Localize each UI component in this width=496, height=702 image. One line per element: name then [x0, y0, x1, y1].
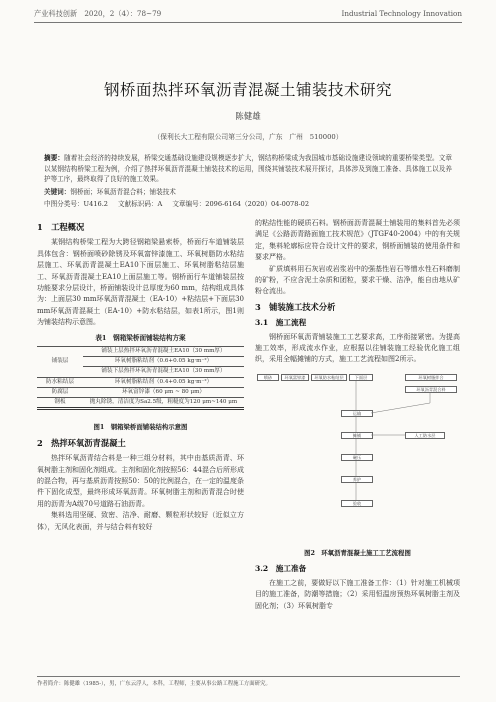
table-cell-layer: 防水粘结层 — [37, 377, 83, 387]
table-cell-desc: 铺装上层热拌环氧沥青混凝土EA10（30 mm厚） — [83, 347, 244, 357]
section-3-2-paragraph: 在施工之前，要做好以下施工准备工作：（1）针对施工机械项目的施工准备，防潮等措施；（2）采用恒温房预热环氧树脂主剂及固化剂；（3）环氧树脂专 — [255, 578, 460, 610]
table-row — [37, 347, 244, 357]
section-3-1-heading: 3.1 施工流程 — [255, 318, 307, 328]
table-row — [37, 377, 244, 387]
table-cell-layer: 防腐层 — [37, 387, 83, 397]
figure-2-caption: 图2 环氧沥青混凝土施工工艺流程图 — [304, 548, 411, 557]
flow-box: 运输 — [341, 410, 373, 417]
section-1-heading: 1 工程概况 — [37, 222, 85, 232]
flow-box: 环氧树脂拌合 — [405, 374, 457, 381]
abstract — [44, 153, 452, 185]
flow-box: 养护 — [341, 476, 373, 483]
table-row — [37, 398, 244, 408]
abstract-label: 摘要： — [44, 154, 65, 162]
section-2-paragraph-2: 集料选用坚硬、致密、洁净、耐磨、颗粒形状较好（近似立方体），无风化表面，并与结合料有较好 — [37, 511, 244, 531]
classification-line — [44, 198, 452, 208]
table-row — [37, 387, 244, 397]
flow-box: 摊铺 — [341, 432, 373, 439]
running-header — [34, 9, 462, 21]
table-cell-layer: 钢板 — [37, 398, 83, 408]
section-2-paragraph-1: 热拌环氧沥青结合料是一种三组分材料，其中由基质沥青、环氧树脂主剂和固化剂组成。主剂和固化剂按照56：44混合后所形成的混合物，再与基质沥青按照50：50的比例混合，在一定的温度条件下固化成型，最终形成环氧沥青。环氧树脂主剂和沥青混合时使用的沥青为A级70号道路石油沥青。 — [37, 454, 244, 508]
keywords-text: 钢桥面；环氧沥青混合料；铺装技术 — [70, 188, 176, 196]
right-column — [255, 218, 460, 612]
left-column — [37, 218, 244, 533]
flow-arrows — [255, 370, 460, 520]
article-title: 钢桥面热拌环氧沥青混凝土铺装技术研究 — [103, 81, 392, 99]
document-code: 文献标识码：A — [118, 200, 163, 208]
flow-box: 喷砂 — [257, 374, 279, 381]
journal-citation: 产业科技创新 2020，2（4）：78~79 — [34, 9, 162, 18]
flow-box: 环氧沥青混合料 — [405, 386, 457, 393]
section-3-heading: 3 铺装施工技术分析 — [255, 301, 336, 312]
table-cell-desc: 环氧树脂粘结剂（0.6+0.05 kg·m⁻²） — [83, 357, 244, 367]
figure-1-structure-diagram — [37, 409, 244, 420]
flow-box: 下面层 — [349, 374, 373, 381]
author-footnote: 作者简介：陈健雄（1985-），男，广东云浮人，本科，工程师，主要从事公路工程施工方面研究。 — [37, 676, 460, 687]
header-rule — [34, 22, 462, 23]
journal-english-name: Industrial Technology Innovation — [341, 9, 462, 18]
table-cell-desc: 环氧树脂粘结剂（0.4+0.05 kg·m⁻²） — [83, 377, 244, 387]
table-cell-desc: 铺装下层热拌环氧沥青混凝土EA10（30 mm厚） — [83, 367, 244, 377]
article-number: 文章编号：2096-6164（2020）04-0078-02 — [172, 200, 310, 208]
table-1-caption: 表1 钢箱梁桥面铺装结构方案 — [95, 333, 186, 342]
flow-box: 环氧富锌漆 — [281, 374, 309, 381]
table-cell-desc: 抛丸除锈，清洁度为Sa2.5级，粗糙度为120 μm~140 μm — [83, 398, 244, 408]
section-3-1-paragraph: 钢桥面环氧沥青铺装施工工艺要求高，工序衔接紧密。为提高施工效率，形成流水作业，应根据以往铺装施工经验优化施工组织，采用全幅摊铺的方式，施工工艺流程如图2所示。 — [255, 332, 460, 364]
figure-1-caption: 图1 钢箱梁桥面铺装结构示意图 — [93, 423, 188, 432]
filler-paragraph: 矿质填料用石灰岩或岩浆岩中的强基性岩石等憎水性石料磨制的矿粉，不应含泥土杂质和团粒，要求干燥、洁净，能自由地从矿粉仓流出。 — [255, 264, 460, 296]
flow-box: 验收 — [341, 500, 373, 507]
article-author: 陈健雄 — [235, 112, 261, 122]
abstract-text: 随着社会经济的持续发展，桥梁交通基础设施建设规模逐步扩大，钢结构桥梁成为我国城市基础设施建设领域的重要桥梁类型。文章以某钢结构桥梁工程为例，介绍了热拌环氧沥青混凝土铺装技术的运用，围绕其铺装技术展开探讨，具体涉及到施工准备、具体施工以及养护等工序，最终取得了良好的施工效果。 — [44, 154, 453, 184]
continued-paragraph: 的粘结性能的硬质石料。钢桥面沥青混凝土铺装用的集料首先必须满足《公路沥青路面施工技术规范》（JTGF40-2004）中的有关规定，集料轮廓标应符合设计文件的要求，钢桥面铺装的使用条件和要求严格。 — [255, 219, 460, 262]
section-2-heading: 2 热拌环氧沥青混凝土 — [37, 437, 126, 448]
pavement-structure-table — [37, 346, 244, 408]
keywords-label: 关键词： — [44, 188, 71, 196]
keywords — [44, 186, 452, 196]
clc-number: 中图分类号：U416.2 — [44, 200, 108, 208]
table-cell-layer: 铺装层 — [37, 347, 83, 378]
section-3-2-heading: 3.2 施工准备 — [255, 564, 307, 574]
flow-box: 人工防水层 — [405, 432, 445, 439]
figure-2-flowchart — [255, 370, 460, 546]
flow-box: 环氧防水粘结层 — [311, 374, 347, 381]
section-1-paragraph: 某钢结构桥梁工程为大跨径钢箱梁悬索桥，桥面行车道铺装层具体包含：钢桥面喷砂除锈及环氧富锌漆施工、环氧树脂防水粘结层施工、环氧沥青混凝土EA10下面层施工、环氧树脂粘结层施工、环氧沥青混凝土EA10上面层施工等。钢桥面行车道铺装层按功能要求分层设计，桥面铺装设计总厚度为60 mm，结构组成具体为：上面层30 mm环氧沥青混凝土（EA-10）+粘结层+下面层30 mm环氧沥青混凝土（EA-10）+防水粘结层，如表1所示，图1则为铺装结构示意图。 — [37, 238, 244, 327]
flow-box: 碾压 — [341, 454, 373, 461]
table-cell-desc: 环氧富锌漆（60 μm ~ 80 μm） — [83, 387, 244, 397]
author-affiliation: （保利长大工程有限公司第三分公司，广东 广州 510000） — [153, 133, 343, 141]
